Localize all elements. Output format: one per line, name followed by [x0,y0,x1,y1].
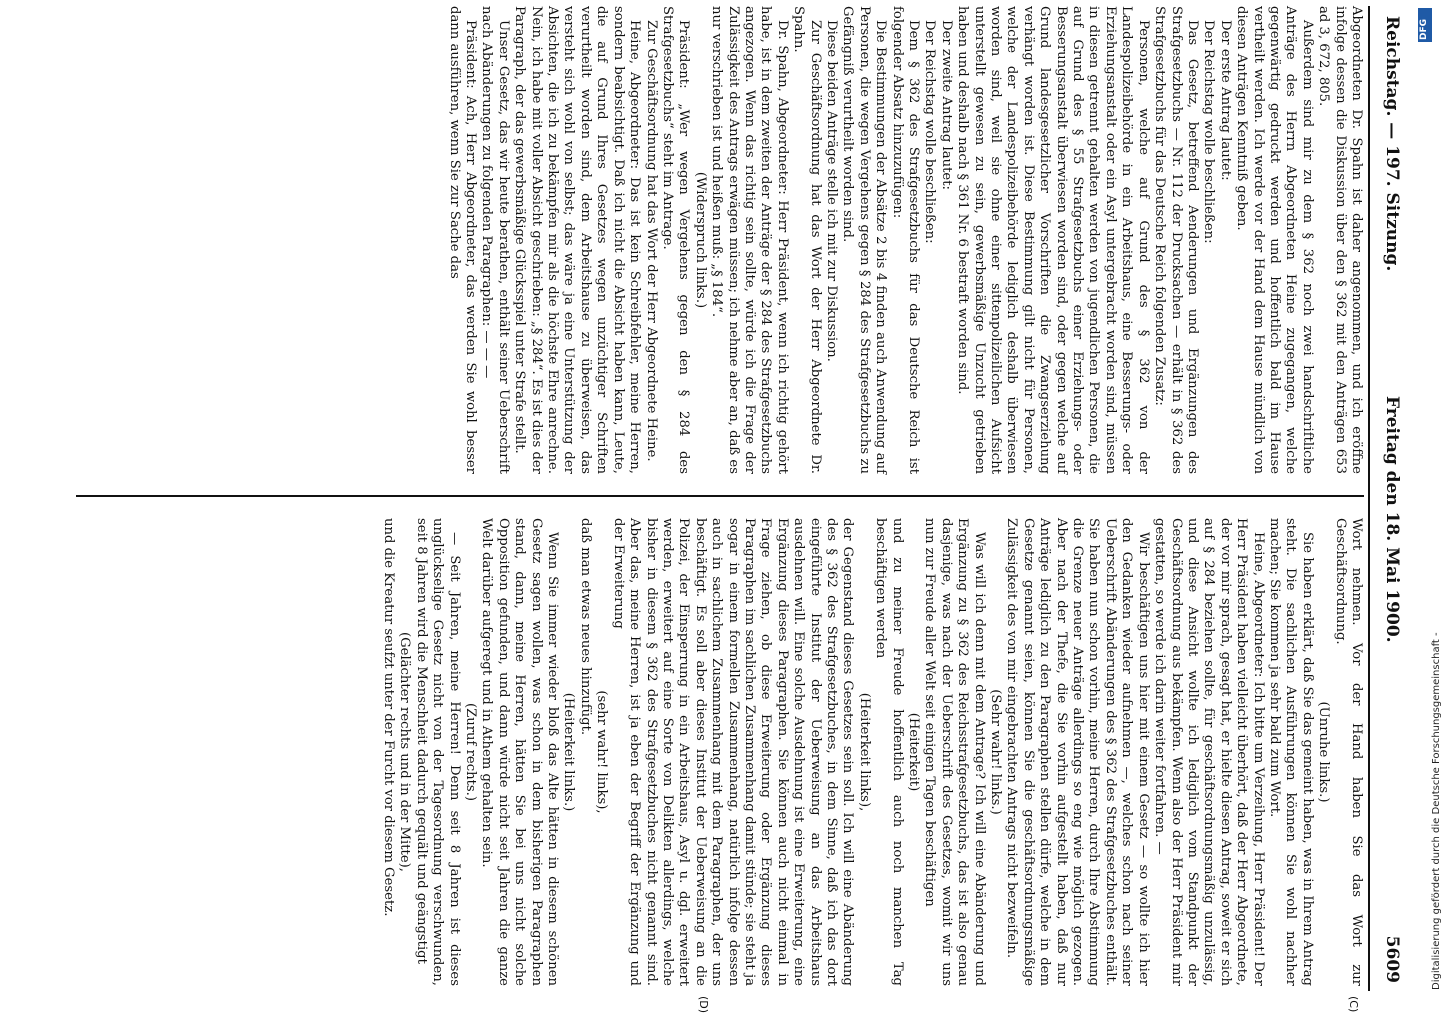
paragraph: Das Gesetz, betreffend Aenderungen und Ergänzungen des Strafgesetzbuchs — Nr. 112 der Drucksachen — erhält in § 362 des Strafgesetzbuchs für das Deutsche Reich folgenden Zusatz: [1152,6,1200,474]
digitization-note-text: Digitalisierung gefördert durch die Deutsche Forschungsgemeinschaft - [1431,632,1442,990]
paragraph: und zu meiner Freude hoffentlich auch noch manchen Tag beschäftigen werden [873,518,905,986]
paragraph: Dr. Spahn, Abgeordneter: Herr Präsident, wenn ich richtig gehört habe, ist in dem zweiten der Anträge der § 284 des Strafgesetzbuchs angezogen. Wenn das richtig sein sollte, würde ich die Frage der Zulässigkeit des Antrags erwägen müssen; ich nehme aber an, daß es nur verschrieben ist und heißen muß: „§ 184“. [709,6,790,474]
paragraph: daß man etwas neues hinzufügt. [577,518,593,736]
paragraph: Sie haben erklärt, daß Sie das gemeint haben, was in Ihrem Antrag steht. Die sachlichen Ausführungen können Sie wohl nachher machen; Sie kommen ja sehr bald zum Wort. [1266,518,1315,986]
paragraph: Außerdem sind mir zu dem § 362 noch zwei handschriftliche Anträge des Herrn Abgeordneten Heine zugegangen, welche gegenwärtig gedruckt werden und hoffentlich bald im Hause vertheilt werden. Ich werde vor der Hand dem Hause mündlich von diesen Anträgen Kenntniß geben. [1234,6,1315,474]
paragraph: Der Reichstag wolle beschließen: [1201,20,1217,244]
paragraph: Heine, Abgeordneter: Ich bitte um Verzeihung, Herr Präsident! Der Herr Präsident haben vielleicht überhört, daß der Herr Abgeordnete, der vor mir sprach, gesagt hat, er hielte diesen Antrag, soweit er sich auf § 284 beziehen sollte, für geschäftsordnungsmäßig unzulässig, und diese Ansicht wollte ich lediglich vom Standpunkt der Geschäftsordnung aus bekämpfen. Wenn also der Herr Präsident mir gestatten, so werde ich darin weiter fortfahren. — [1152,518,1266,986]
interjection: (Unruhe links.) [1316,701,1332,803]
paragraph: Wenn Sie immer wieder bloß das Alte hätten in diesem schönen Gesetz sagen wollen, was schon in dem bisherigen Paragraphen stand, dann, meine Herren, hätten Sie bei uns nicht solche Opposition gefunden, und dann würde nicht seit Jahren die ganze Welt darüber aufgeregt und in Athem gehalten sein. [479,518,561,986]
page-number: 5609 [1382,935,1402,983]
right-column [380,518,1364,986]
interjection: (sehr wahr! links), [594,690,610,814]
paragraph: Wort nehmen. Vor der Hand haben Sie das Wort zur Geschäftsordnung. [1332,518,1364,986]
interjection: (Heiterkeit) [906,712,922,792]
paragraph: Was will ich denn mit dem Antrage? Ich will eine Abänderung und Ergänzung zu § 362 des Reichsstrafgesetzbuchs, das ist also genau dasjenige, was nach der Ueberschrift des Gesetzes, womit wir uns nun zur Freude aller Welt seit einigen Tagen beschäftigen [922,518,987,986]
header-date: Freitag den 18. Mai 1900. [1382,396,1402,643]
interjection: (Heiterkeit links), [856,692,872,812]
paragraph: Der erste Antrag lautet: [1217,20,1233,181]
margin-marker-c: (C) [1347,996,1360,1013]
paragraph: Dem § 362 des Strafgesetzbuchs für das Deutsche Reich ist folgender Absatz hinzuzufügen: [889,6,922,474]
interjection: (Heiterkeit links.) [561,692,577,812]
paragraph: Diese beiden Anträge stelle ich mit zur Diskussion. [824,20,839,362]
paragraph: Zur Geschäftsordnung hat das Wort der Herr Abgeordnete Heine. [643,20,659,462]
paragraph: Heine, Abgeordneter: Das ist kein Schreibfehler, meine Herren, sondern beabsichtigt. Daß ich nicht die Absicht haben kann, Leute, die auf Grund Ihres Gesetzes wegen unzüchtiger Schriften verurtheilt worden sind, dem Arbeitshause zu überweisen, das versteht sich wohl von selbst; das wäre ja eine Unterstützung der Absichten, die ich zu bekämpfen mir als die höchste Ehre anrechne. Nein, ich habe mit voller Absicht geschrieben: „§ 284“. Es ist dies der Paragraph, der das gewerbsmäßige Glücksspiel unter Strafe stellt. [512,6,643,474]
paragraph: — Seit Jahren, meine Herren! Denn seit 8 Jahren ist dieses unglückselige Gesetz nicht von der Tagesordnung verschwunden, seit 8 Jahren wird die Menschheit dadurch gequält und geängstigt [413,518,462,986]
interjection: (Widerspruch links.) [692,171,708,309]
dfg-logo-text: DFG [1419,18,1429,40]
paragraph: Unser Gesetz, das wir heute berathen, enthält seiner Ueberschrift nach Abänderungen zu folgenden Paragraphen: — — — [479,6,511,474]
header-rule [1368,6,1370,991]
header-session: Reichstag. — 197. Sitzung. [1382,16,1402,272]
paragraph: und die Kreatur seufzt unter der Furcht vor diesem Gesetz. [381,518,397,917]
interjection: (Zuruf rechts.) [463,702,479,802]
paragraph: Personen, welche auf Grund des § 362 von der Landespolizeibehörde in ein Arbeitshaus, eine Besserungs- oder Erziehungsanstalt oder ein Asyl untergebracht worden sind, müssen in diesen getrennt gehalten werden von jugendlichen Personen, die auf Grund des § 55 Strafgesetzbuchs einer Erziehungs- oder Besserungsanstalt überwiesen worden sind, oder gegen welche auf Grund landesgesetzlicher Vorschriften die Zwangserziehung verhängt worden ist. Diese Bestimmung gilt nicht für Personen, welche der Landespolizeibehörde lediglich deshalb überwiesen worden sind, weil sie ohne einer sittenpolizeilichen Aufsicht unterstellt gewesen zu sein, gewerbsmäßige Unzucht getrieben haben und deshalb nach § 361 Nr. 6 bestraft worden sind. [955,6,1151,474]
paragraph: Präsident: Ach, Herr Abgeordneter, das werden Sie wohl besser dann ausführen, wenn Sie zur Sache das [446,6,479,474]
margin-marker-d: (D) [697,996,710,1013]
column-rule [76,495,1364,497]
digitization-note [1421,10,1442,990]
scanned-page [70,6,1410,1013]
interjection: (Gelächter rechts und in der Mitte), [397,631,413,872]
paragraph: der Gegenstand dieses Gesetzes sein soll. Ich will eine Abänderung des § 362 des Strafgesetzbuches, in dem Sinne, daß ich das dort eingeführte Institut der Ueberweisung an das Arbeitshaus ausdehnen will. Eine solche Ausdehnung ist eine Erweiterung, eine Ergänzung dieses Paragraphen. Sie können auch nicht einmal in Frage ziehen, ob diese Erweiterung oder Ergänzung dieses Paragraphen im sachlichen Zusammenhang damit stünde; sie steht ja sogar in einem formellen Zusammenhang, natürlich infolge dessen auch in sachlichem Zusammenhang mit dem Paragraphen, der uns beschäftigt. Es soll aber dieses Institut der Ueberweisung an die Polizei, der Einsperrung in ein Arbeitshaus, Asyl u. dgl. erweitert werden, erweitert auf eine Sorte von Delikten allerdings, welche bisher in diesem § 362 des Strafgesetzbuches nicht genannt sind. Aber das, meine Herren, ist ja eben der Begriff der Ergänzung und der Erweiterung [610,518,856,986]
paragraph: Der zweite Antrag lautet: [938,20,954,190]
paragraph: Abgeordneten Dr. Spahn ist daher angenommen, und ich eröffne infolge dessen die Diskussion über den § 362 mit den Anträgen 653 ad 3, 672, 805. [1316,6,1364,474]
paragraph: Zur Geschäftsordnung hat das Wort der Herr Abgeordnete Dr. Spahn. [791,6,823,474]
paragraph: Die Bestimmungen der Absätze 2 bis 4 finden auch Anwendung auf Personen, die wegen Vergehens gegen § 284 des Strafgesetzbuchs zu Gefängniß verurtheilt worden sind. [840,6,889,474]
paragraph: Der Reichstag wolle beschließen: [922,20,938,244]
left-column [445,6,1364,474]
paragraph: Wir beschäftigen uns hier mit einem Gesetz — so wollte ich hier den Gedanken wieder aufnehmen —, welches schon nach seiner Ueberschrift Abänderungen des § 362 des Strafgesetzbuches enthält. Sie haben nun schon vorhin, meine Herren, durch Ihre Abstimmung die Grenze neuer Anträge allerdings so eng wie möglich gezogen. Aber nach der Thefe, die Sie vorhin aufgestellt haben, daß nur Anträge lediglich zu den Paragraphen stellen dürfe, welche in dem Gesetze genannt seien, können Sie die geschäftsordnungsmäßige Zulässigkeit des von mir eingebrachten Antrags nicht bezweifeln. [1004,518,1151,986]
interjection: (Sehr wahr! links.) [988,689,1004,815]
paragraph: Präsident: „Wer wegen Vergehens gegen den § 284 des Strafgesetzbuchs“ steht im Antrage. [659,6,692,474]
